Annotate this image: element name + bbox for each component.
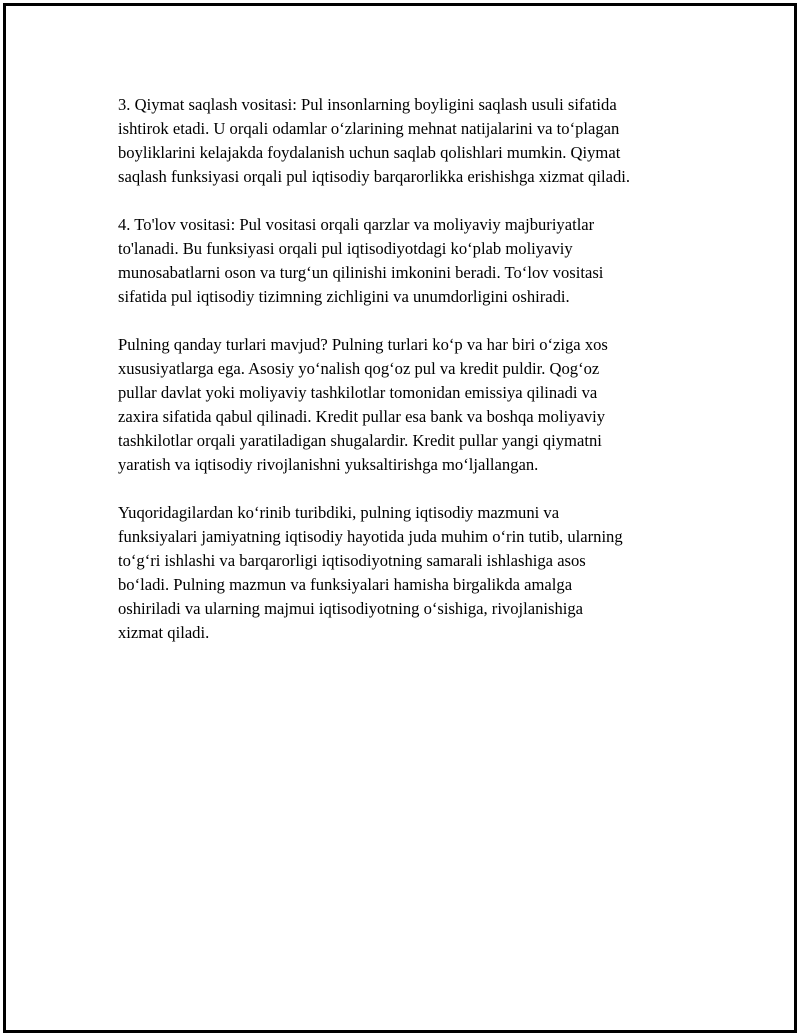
paragraph-conclusion — [118, 501, 688, 645]
text-line: bo‘ladi. Pulning mazmun va funksiyalari hamisha birgalikda amalga — [118, 575, 573, 594]
text-line: funksiyalari jamiyatning iqtisodiy hayotida juda muhim o‘rin tutib, ularning — [118, 527, 623, 546]
text-line: boyliklarini kelajakda foydalanish uchun saqlab qolishlari mumkin. Qiymat — [118, 143, 621, 162]
text-line: ishtirok etadi. U orqali odamlar o‘zlarining mehnat natijalarini va to‘plagan — [118, 119, 620, 138]
text-line: 3. Qiymat saqlash vositasi: Pul insonlarning boyligini saqlash usuli sifatida — [118, 95, 617, 114]
text-line: saqlash funksiyasi orqali pul iqtisodiy barqarorlikka erishishga xizmat qiladi. — [118, 167, 630, 186]
text-line: munosabatlarni oson va turg‘un qilinishi imkonini beradi. To‘lov vositasi — [118, 263, 604, 282]
text-line: 4. To'lov vositasi: Pul vositasi orqali qarzlar va moliyaviy majburiyatlar — [118, 215, 595, 234]
text-line: sifatida pul iqtisodiy tizimning zichligini va unumdorligini oshiradi. — [118, 287, 570, 306]
paragraph-store-of-value — [118, 93, 688, 189]
text-line: Pulning qanday turlari mavjud? Pulning turlari ko‘p va har biri o‘ziga xos — [118, 335, 608, 354]
text-line: yaratish va iqtisodiy rivojlanishni yuksaltirishga mo‘ljallangan. — [118, 455, 539, 474]
text-line: tashkilotlar orqali yaratiladigan shugalardir. Kredit pullar yangi qiymatni — [118, 431, 602, 450]
text-line: xizmat qiladi. — [118, 623, 210, 642]
text-line: pullar davlat yoki moliyaviy tashkilotlar tomonidan emissiya qilinadi va — [118, 383, 598, 402]
text-line: to'lanadi. Bu funksiyasi orqali pul iqtisodiyotdagi ko‘plab moliyaviy — [118, 239, 573, 258]
text-line: Yuqoridagilardan ko‘rinib turibdiki, pulning iqtisodiy mazmuni va — [118, 503, 560, 522]
paragraph-types-of-money — [118, 333, 688, 477]
document-body — [118, 93, 688, 669]
paragraph-means-of-payment — [118, 213, 688, 309]
text-line: xususiyatlarga ega. Asosiy yo‘nalish qog‘oz pul va kredit puldir. Qog‘oz — [118, 359, 600, 378]
text-line: zaxira sifatida qabul qilinadi. Kredit pullar esa bank va boshqa moliyaviy — [118, 407, 606, 426]
text-line: to‘g‘ri ishlashi va barqarorligi iqtisodiyotning samarali ishlashiga asos — [118, 551, 586, 570]
text-line: oshiriladi va ularning majmui iqtisodiyotning o‘sishiga, rivojlanishiga — [118, 599, 584, 618]
